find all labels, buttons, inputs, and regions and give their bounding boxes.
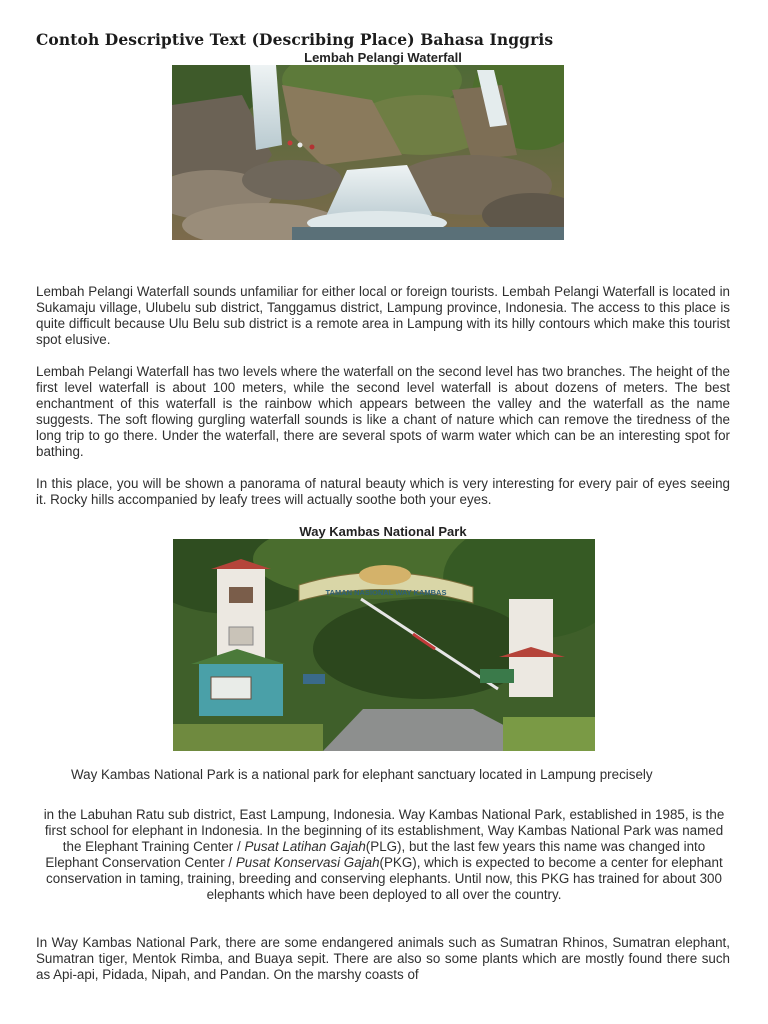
way-kambas-intro-line: Way Kambas National Park is a national park for elephant sanctuary located in Lampung precisely — [71, 767, 653, 782]
section-heading-waterfall: Lembah Pelangi Waterfall — [304, 50, 462, 65]
paragraph-waterfall-3: In this place, you will be shown a panorama of natural beauty which is very interesting for every pair of eyes seeing it. Rocky hills accompanied by leafy trees will actually soothe both your eyes. — [36, 476, 730, 508]
paragraph-way-kambas-animals: In Way Kambas National Park, there are some endangered animals such as Sumatran Rhinos, Sumatran elephant, Sumatran tiger, Mentok Rimba, and Buaya sepit. There are also so some plants which are mostly found there such as Api-api, Pidada, Nipah, and Pandan. On the marshy coasts of — [36, 935, 730, 983]
gate-sign-text: TAMAN NASIONAL WAY KAMBAS — [325, 588, 447, 597]
document-title: Contoh Descriptive Text (Describing Place) Bahasa Inggris — [36, 30, 554, 49]
paragraph-waterfall-2: Lembah Pelangi Waterfall has two levels where the waterfall on the second level has two branches. The height of the first level waterfall is about 100 meters, while the second level waterfall is about dozens of meters. The best enchantment of this waterfall is the rainbow which appears between the valley and the waterfall as the name suggests. The soft flowing gurgling waterfall sounds is like a chant of nature which can remove the tiredness of the long trip to go there. Under the waterfall, there are several spots of warm water which can be an interesting spot for bathing. — [36, 364, 730, 460]
way-kambas-gate-photo — [173, 539, 595, 751]
paragraph-waterfall-1: Lembah Pelangi Waterfall sounds unfamiliar for either local or foreign tourists. Lembah Pelangi Waterfall is located in Sukamaju village, Ulubelu sub district, Tanggamus district, Lampung province, Indonesia. The access to this place is quite difficult because Ulu Belu sub district is a remote area in Lampung with its hilly contours which make this tourist spot elusive. — [36, 284, 730, 348]
waterfall-photo — [172, 65, 564, 240]
section-heading-way-kambas: Way Kambas National Park — [299, 524, 467, 539]
paragraph-way-kambas-centered: in the Labuhan Ratu sub district, East Lampung, Indonesia. Way Kambas National Park, established in 1985, is the first school for elephant in Indonesia. In the beginning of its establishment, Way Kambas National Park was named the Elephant Training Center / Pusat Latihan Gajah(PLG), but the last few years this name was changed into Elephant Conservation Center / Pusat Konservasi Gajah(PKG), which is expected to become a center for elephant conservation in taming, training, breeding and conserving elephants. Until now, this PKG has trained for about 300 elephants which have been deployed to all over the country. — [43, 807, 725, 903]
